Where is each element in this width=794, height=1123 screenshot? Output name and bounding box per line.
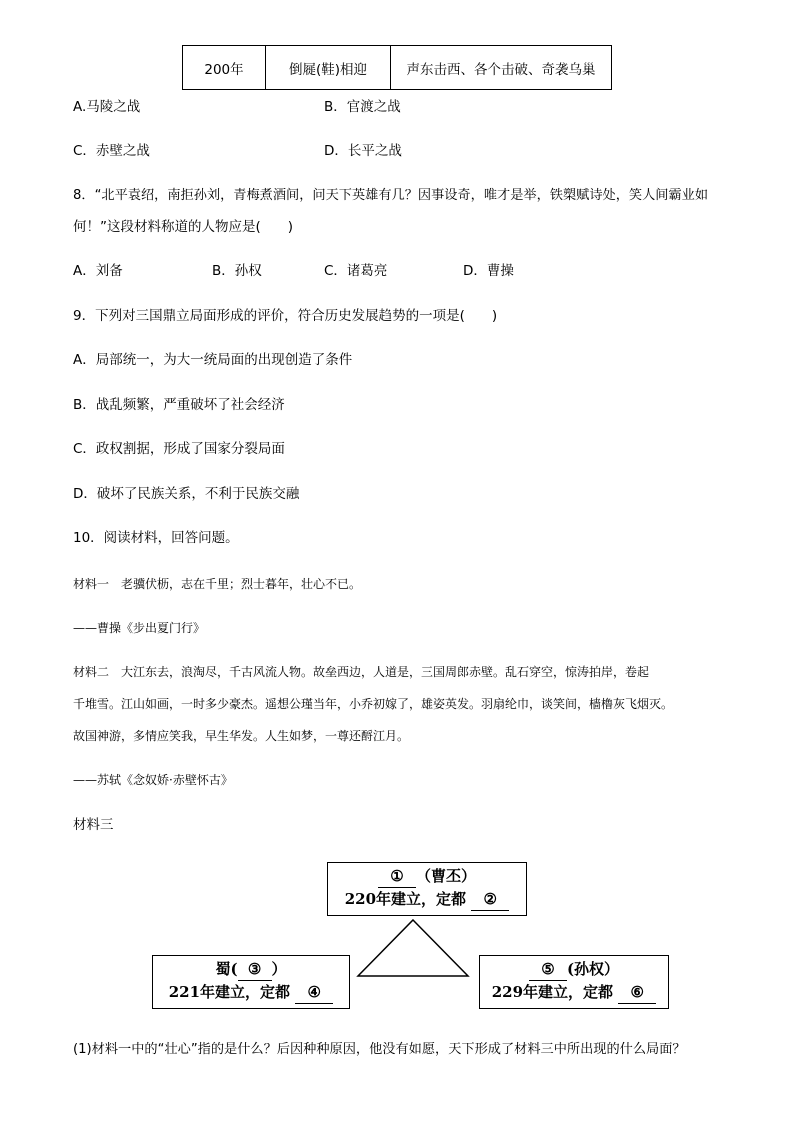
- q10-subquestion-1: (1)材料一中的“壮心”指的是什么？后因种种原因，他没有如愿，天下形成了材料三中所出现的什么局面？: [73, 1042, 686, 1057]
- q7-option-d: D．长平之战: [324, 143, 402, 159]
- shu-blank-3: ③: [238, 958, 272, 981]
- q10-stem: 10．阅读材料，回答问题。: [73, 530, 239, 546]
- material-1-text: 材料一 老骥伏枥，志在千里；烈士暮年，壮心不已。: [73, 577, 362, 591]
- battle-table: [182, 45, 612, 90]
- triangle-connector: [356, 918, 472, 980]
- wei-line1: [328, 865, 526, 888]
- q9-stem: 9．下列对三国鼎立局面形成的评价，符合历史发展趋势的一项是( ): [73, 308, 498, 324]
- material-2-line3: 故国神游，多情应笑我，早生华发。人生如梦，一尊还酹江月。: [73, 729, 410, 743]
- shu-close: ）: [271, 960, 287, 978]
- shu-box: [152, 955, 350, 1009]
- q7-option-c: C．赤壁之战: [73, 143, 150, 159]
- table-row: [183, 46, 612, 90]
- wei-box: [327, 862, 527, 916]
- q8-stem-line2: 何！”这段材料称道的人物应是( ): [73, 219, 294, 235]
- material-3-label: 材料三: [73, 817, 114, 833]
- material-2-line2: 千堆雪。江山如画，一时多少豪杰。遥想公瑾当年，小乔初嫁了，雄姿英发。羽扇纶巾，谈笑间，樯橹灰飞烟灭。: [73, 697, 674, 711]
- shu-blank-4: ④: [295, 981, 333, 1004]
- shu-founding-text: 221年建立，定都: [168, 983, 291, 1001]
- material-2-source: ——苏轼《念奴娇·赤壁怀古》: [73, 773, 233, 787]
- q8-option-a: A．刘备: [73, 263, 123, 279]
- material-1-source: ——曹操《步出夏门行》: [73, 621, 206, 635]
- shu-name: 蜀(: [215, 960, 238, 978]
- wu-blank-5: ⑤: [529, 958, 567, 981]
- q9-option-d: D．破坏了民族关系，不利于民族交融: [73, 486, 300, 502]
- triangle-shape: [358, 920, 468, 976]
- wei-blank-1: ①: [378, 865, 416, 888]
- table-cell-tactic: 声东击西、各个击破、奇袭乌巢: [391, 46, 612, 90]
- wei-blank-2: ②: [471, 888, 509, 911]
- wei-founding-text: 220年建立，定都: [344, 890, 467, 908]
- q8-stem-line1: 8．“北平袁绍，南拒孙刘，青梅煮酒间，问天下英雄有几？因事设奇，唯才是举，铁槊赋诗处，笑人间霸业如: [73, 188, 709, 203]
- wu-line2: [480, 981, 668, 1004]
- q7-option-a: A.马陵之战: [73, 99, 141, 115]
- wei-name: （曹丕）: [415, 867, 476, 885]
- q8-option-b: B．孙权: [212, 263, 262, 279]
- wu-line1: [480, 958, 668, 981]
- q9-option-a: A．局部统一，为大一统局面的出现创造了条件: [73, 352, 353, 368]
- wu-name: (孙权）: [566, 960, 620, 978]
- material-2-line1: 材料二 大江东去，浪淘尽，千古风流人物。故垒西边，人道是，三国周郎赤壁。乱石穿空，惊涛拍岸，卷起: [73, 665, 650, 679]
- q9-option-b: B．战乱频繁，严重破坏了社会经济: [73, 397, 285, 413]
- table-cell-year: 200年: [183, 46, 266, 90]
- wu-box: [479, 955, 669, 1009]
- q7-option-b: B．官渡之战: [324, 99, 401, 115]
- table-cell-idiom: 倒屣(鞋)相迎: [266, 46, 391, 90]
- shu-line2: [153, 981, 349, 1004]
- q8-option-c: C．诸葛亮: [324, 263, 388, 279]
- q9-option-c: C．政权割据，形成了国家分裂局面: [73, 441, 285, 457]
- shu-line1: [153, 958, 349, 981]
- wu-founding-text: 229年建立，定都: [491, 983, 614, 1001]
- q8-option-d: D．曹操: [463, 263, 514, 279]
- wu-blank-6: ⑥: [618, 981, 656, 1004]
- wei-line2: [328, 888, 526, 911]
